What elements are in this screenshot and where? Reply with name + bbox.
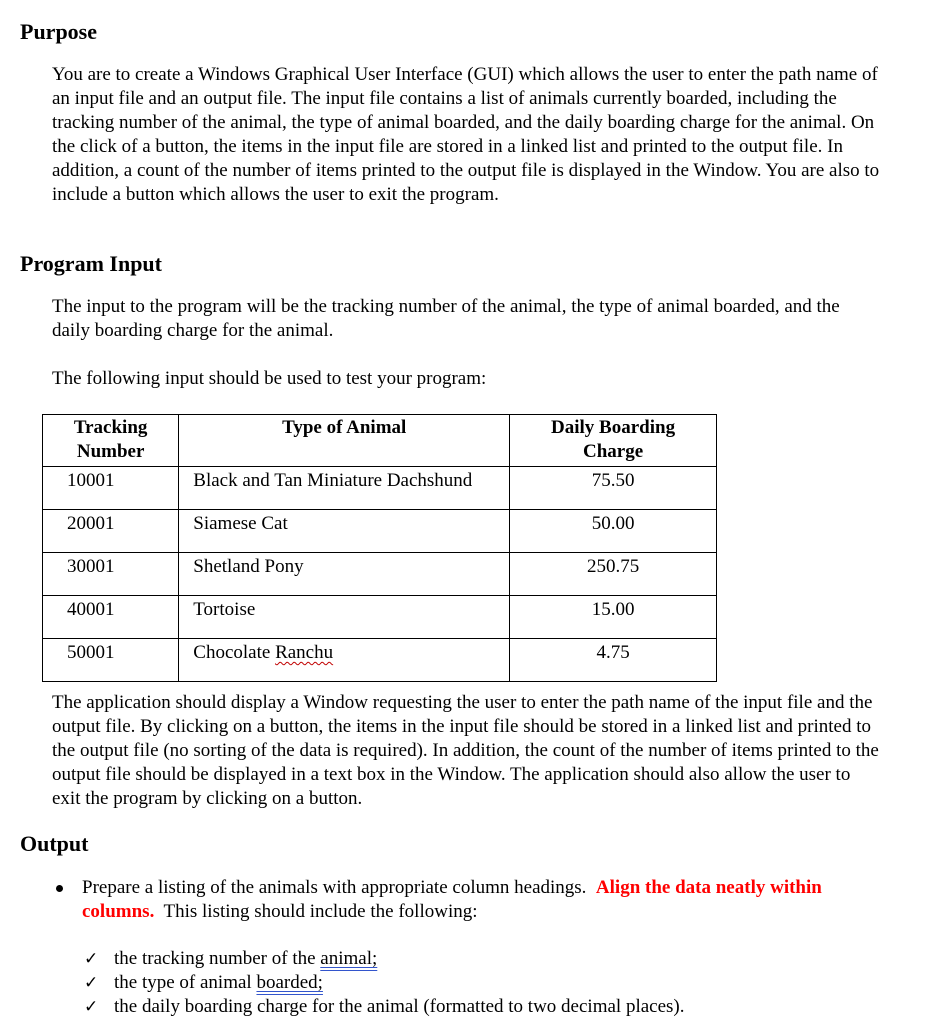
animal-type-text: Chocolate	[193, 642, 276, 663]
application-paragraph: The application should display a Window requesting the user to enter the path name of the input file and the output file. By clicking on a button, the items in the input file should be stored in a linked list and printed to the output file (no sorting of the data is required). In addition, the count of the number of items printed to the output file should be displayed in a text box in the Window. The application should also allow the user to exit the program by clicking on a button.	[52, 692, 879, 809]
output-heading: Output	[20, 831, 89, 856]
output-checklist	[82, 947, 685, 1019]
highlight-text: Align the data neatly within columns.	[82, 877, 822, 922]
charge-cell: 15.00	[510, 596, 717, 639]
tracking-number-cell: 20001	[43, 510, 179, 553]
test-input-intro: The following input should be used to test your program:	[52, 368, 487, 389]
list-item	[82, 995, 685, 1019]
animal-type-cell	[179, 639, 510, 682]
check-text: the type of animal	[114, 972, 257, 993]
table-header-row	[43, 415, 717, 467]
list-item	[82, 971, 685, 995]
table-row	[43, 596, 717, 639]
program-input-heading: Program Input	[20, 251, 162, 276]
check-icon: ✓	[84, 973, 99, 993]
check-underlined: animal;	[320, 948, 378, 969]
header-tracking-number: Tracking Number	[43, 415, 179, 467]
animal-type-cell: Shetland Pony	[179, 553, 510, 596]
animal-type-cell: Black and Tan Miniature Dachshund	[179, 467, 510, 510]
charge-cell: 75.50	[510, 467, 717, 510]
test-input-table	[42, 414, 717, 682]
purpose-heading: Purpose	[20, 19, 97, 44]
table-row	[43, 553, 717, 596]
bullet-text: Prepare a listing of the animals with appropriate column headings.	[82, 877, 596, 898]
check-icon: ✓	[84, 949, 99, 969]
check-icon: ✓	[84, 997, 99, 1017]
table-row	[43, 467, 717, 510]
check-underlined: boarded;	[256, 972, 323, 993]
animal-type-cell: Siamese Cat	[179, 510, 510, 553]
charge-cell: 250.75	[510, 553, 717, 596]
tracking-number-cell: 10001	[43, 467, 179, 510]
check-text: the tracking number of the	[114, 948, 321, 969]
list-item	[82, 947, 685, 971]
table-row	[43, 510, 717, 553]
spellcheck-word: Ranchu	[275, 642, 334, 663]
header-type-of-animal: Type of Animal	[179, 415, 510, 467]
tracking-number-cell: 50001	[43, 639, 179, 682]
header-daily-boarding-charge: Daily Boarding Charge	[510, 415, 717, 467]
output-bullet-list	[52, 876, 852, 924]
animal-type-cell: Tortoise	[179, 596, 510, 639]
purpose-paragraph: You are to create a Windows Graphical User Interface (GUI) which allows the user to enter the path name of an input file and an output file. The input file contains a list of animals currently boarded, including the tracking number of the animal, the type of animal boarded, and the daily boarding charge for the animal. On the click of a button, the items in the input file are stored in a linked list and printed to the output file. In addition, a count of the number of items printed to the output file is displayed in the Window. You are also to include a button which allows the user to exit the program.	[52, 64, 880, 205]
bullet-dot-icon	[56, 885, 63, 892]
list-item	[52, 876, 852, 924]
charge-cell: 50.00	[510, 510, 717, 553]
program-input-paragraph: The input to the program will be the tracking number of the animal, the type of animal boarded, and the daily boarding charge for the animal.	[52, 296, 840, 341]
check-text: the daily boarding charge for the animal (formatted to two decimal places).	[114, 996, 685, 1017]
tracking-number-cell: 40001	[43, 596, 179, 639]
table-row	[43, 639, 717, 682]
charge-cell: 4.75	[510, 639, 717, 682]
tracking-number-cell: 30001	[43, 553, 179, 596]
bullet-text-end: This listing should include the following:	[154, 901, 478, 922]
